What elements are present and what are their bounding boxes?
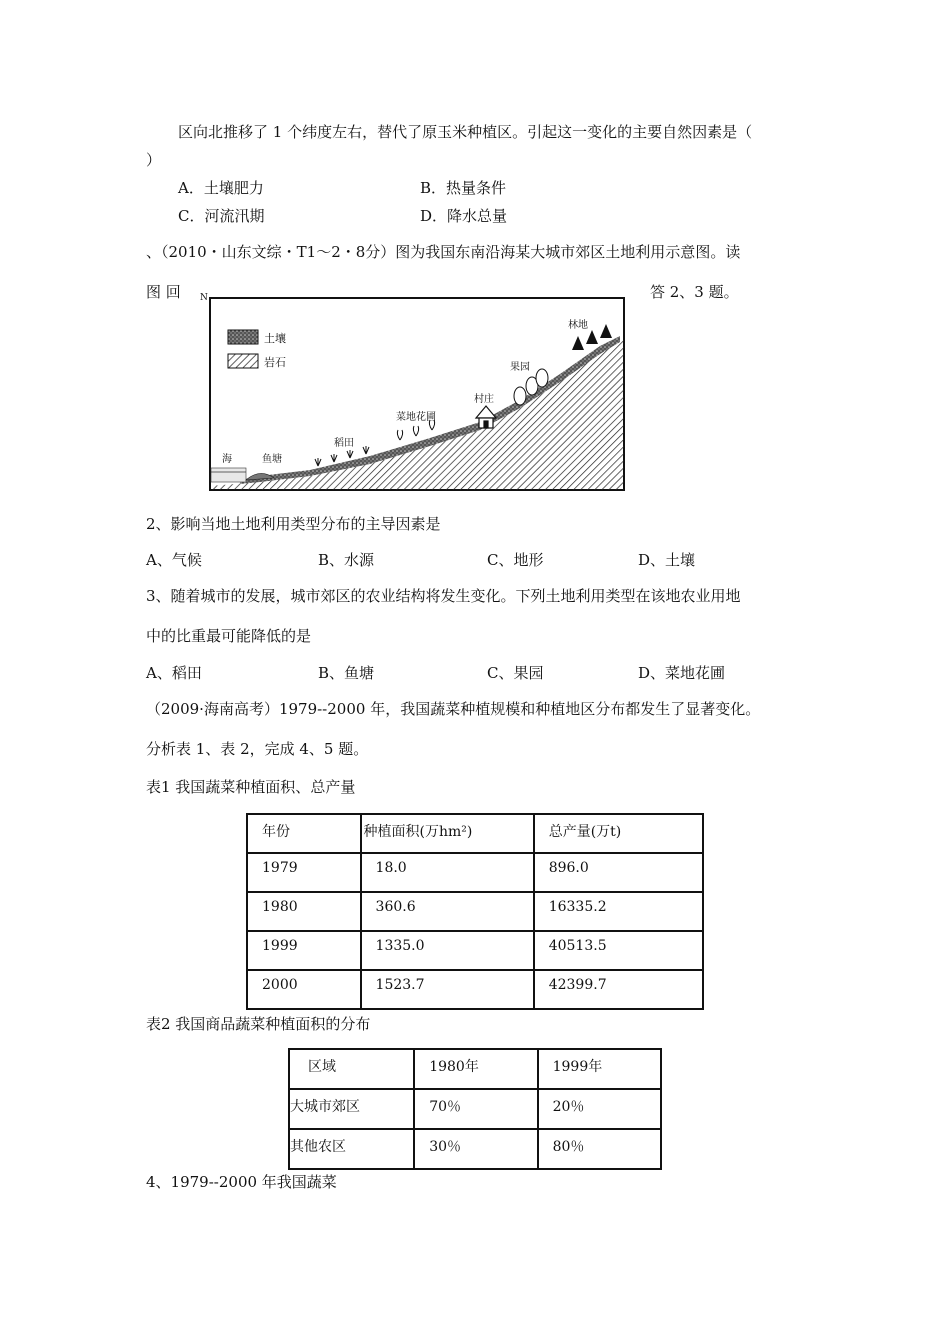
table1-cell: 1979: [247, 853, 361, 892]
label-rice: 稻田: [334, 438, 354, 449]
q45-source: （2009·海南高考）1979--2000 年，我国蔬菜种植规模和种植地区分布都发生了显著变化。: [146, 700, 761, 718]
sea-water: [211, 468, 246, 482]
q1-option-c: C．河流汛期: [178, 207, 265, 225]
table1-caption: 表1 我国蔬菜种植面积、总产量: [146, 778, 356, 796]
q23-source: 、（2010・山东文综・T1～2・8分）图为我国东南沿海某大城市郊区土地利用示意图。读: [146, 243, 741, 261]
table1-cell: 42399.7: [534, 970, 703, 1009]
label-sea: 海: [222, 454, 232, 465]
q4-stem: 4、1979--2000 年我国蔬菜: [146, 1173, 337, 1191]
q23-read-left: 图 回: [146, 283, 181, 301]
q3-option-d: D、菜地花圃: [638, 664, 726, 682]
table-row: [289, 1129, 661, 1169]
q1-option-a: A．土壤肥力: [178, 179, 264, 197]
q1-stem-line1: 区向北推移了 1 个纬度左右，替代了原玉米种植区。引起这一变化的主要自然因素是（: [178, 123, 753, 141]
table1-cell: 1999: [247, 931, 361, 970]
table1-header-output: 总产量(万t): [534, 814, 703, 853]
table2-cell: 大城市郊区: [289, 1089, 414, 1129]
q3-option-b: B、鱼塘: [318, 664, 375, 682]
q2-option-c: C、地形: [487, 551, 544, 569]
q3-stem-line2: 中的比重最可能降低的是: [146, 627, 312, 645]
table-row: [247, 892, 703, 931]
q3-option-c: C、果园: [487, 664, 544, 682]
table1-cell: 1335.0: [361, 931, 534, 970]
q1-stem-line2: ）: [146, 151, 162, 169]
table2-cell: 30％: [414, 1129, 537, 1169]
svg-text:N: N: [200, 293, 208, 303]
q1-option-d: D．降水总量: [420, 207, 508, 225]
table2-cell: 80％: [538, 1129, 661, 1169]
legend-soil-swatch: [228, 330, 258, 344]
land-use-cross-section: [200, 290, 632, 498]
table2-cell: 70％: [414, 1089, 537, 1129]
table1-header-year: 年份: [247, 814, 361, 853]
legend-soil-label: 土壤: [264, 332, 286, 345]
table2-header-region: 区域: [289, 1049, 414, 1089]
table1-cell: 1523.7: [361, 970, 534, 1009]
table2: [288, 1048, 662, 1170]
table1-header-area: 种植面积(万hm²): [361, 814, 534, 853]
table1-cell: 896.0: [534, 853, 703, 892]
label-forest: 林地: [568, 320, 588, 331]
table2-header-1980: 1980年: [414, 1049, 537, 1089]
label-fish-pond: 鱼塘: [262, 454, 282, 465]
table-row: [247, 970, 703, 1009]
table2-cell: 其他农区: [289, 1129, 414, 1169]
table-row: [247, 853, 703, 892]
legend-rock-swatch: [228, 354, 258, 368]
q23-read-right: 答 2、3 题。: [650, 283, 739, 301]
table2-cell: 20％: [538, 1089, 661, 1129]
q2-option-d: D、土壤: [638, 551, 696, 569]
q3-option-a: A、稻田: [146, 664, 202, 682]
table-row: [289, 1089, 661, 1129]
table1-cell: 2000: [247, 970, 361, 1009]
table1-cell: 40513.5: [534, 931, 703, 970]
q3-stem-line1: 3、随着城市的发展，城市郊区的农业结构将发生变化。下列土地利用类型在该地农业用地: [146, 587, 741, 605]
table1-cell: 360.6: [361, 892, 534, 931]
q2-option-b: B、水源: [318, 551, 375, 569]
table2-caption: 表2 我国商品蔬菜种植面积的分布: [146, 1015, 371, 1033]
q45-instruction: 分析表 1、表 2，完成 4、5 题。: [146, 740, 369, 758]
table1-cell: 16335.2: [534, 892, 703, 931]
table1: [246, 813, 704, 1010]
label-village: 村庄: [474, 394, 494, 405]
label-vegetable: 菜地花圃: [396, 412, 436, 423]
q2-option-a: A、气候: [146, 551, 202, 569]
q1-option-b: B．热量条件: [420, 179, 507, 197]
table1-cell: 1980: [247, 892, 361, 931]
table-row: [247, 931, 703, 970]
table1-cell: 18.0: [361, 853, 534, 892]
legend-rock-label: 岩石: [264, 356, 286, 369]
label-orchard: 果园: [510, 362, 530, 373]
table2-header-1999: 1999年: [538, 1049, 661, 1089]
q2-stem: 2、影响当地土地利用类型分布的主导因素是: [146, 515, 441, 533]
